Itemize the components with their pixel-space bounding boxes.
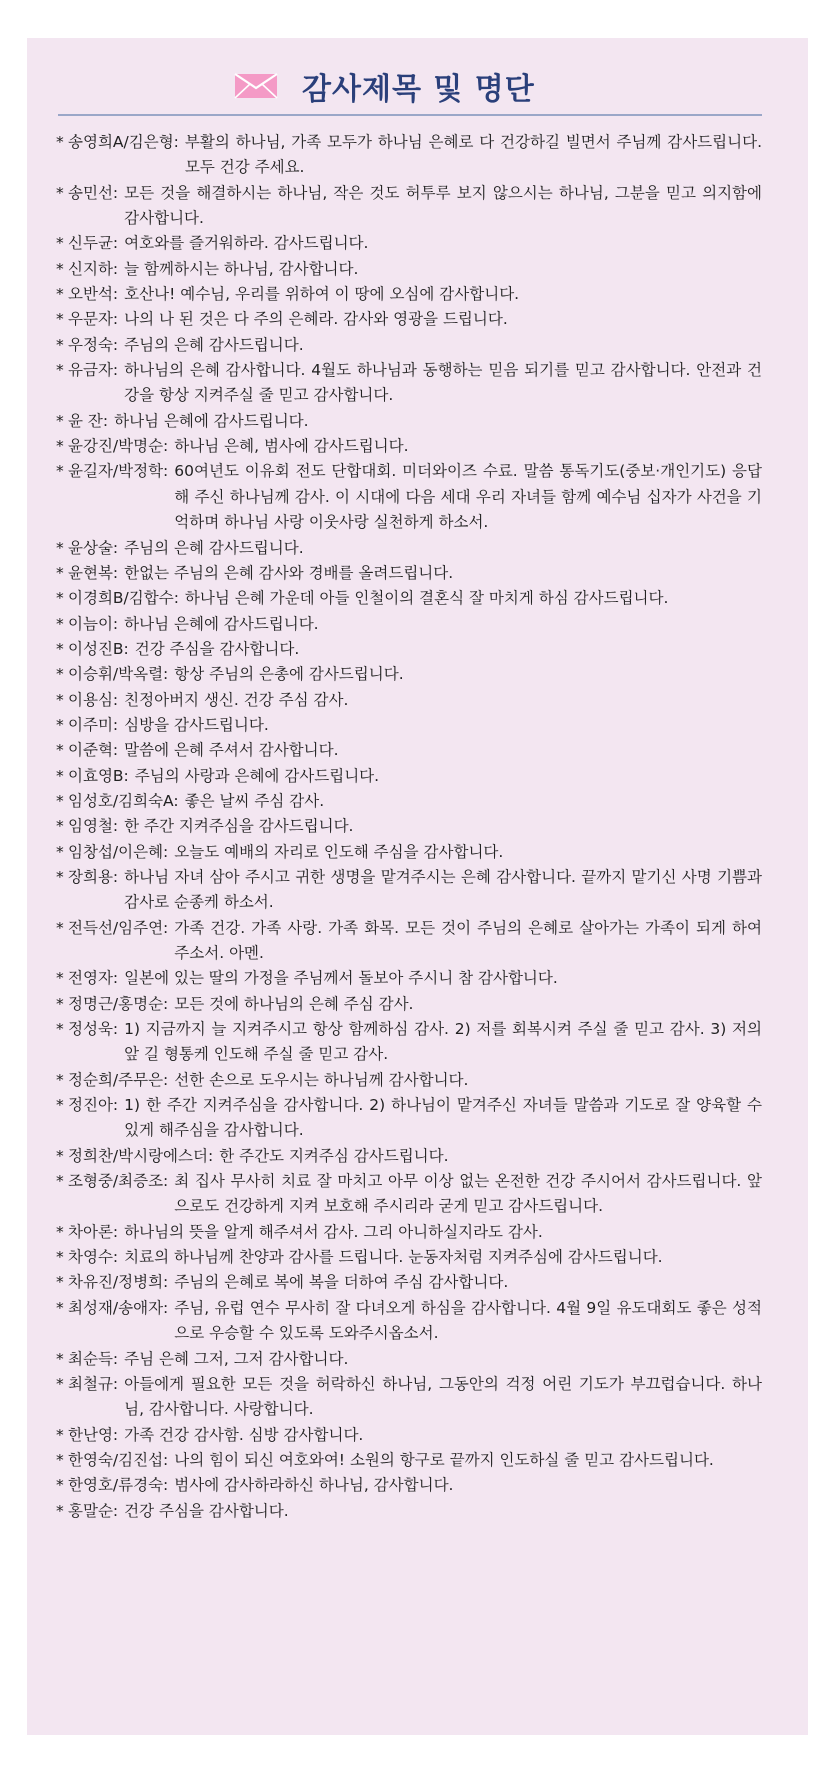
member-names: 한영호/류경숙: (68, 1476, 169, 1495)
thanks-message: 아들에게 필요한 모든 것을 허락하신 하나님, 그동안의 걱정 어린 기도가 부끄럽습니다. 하나님, 감사합니다. 사랑합니다. (124, 1374, 762, 1419)
bullet-marker: * (56, 310, 64, 329)
bullet-marker: * (56, 1450, 64, 1469)
thanks-message: 1) 한 주간 지켜주심을 감사합니다. 2) 하나님이 맡겨주신 자녀들 말씀과 기도로 잘 양육할 수 있게 해주심을 감사합니다. (124, 1096, 762, 1140)
bullet-marker: * (56, 563, 64, 582)
list-item (56, 307, 762, 332)
member-names: 이준혁: (68, 741, 119, 760)
thanks-message: 늘 함께하시는 하나님, 감사합니다. (124, 259, 359, 278)
list-item (56, 637, 762, 662)
bullet-marker: * (56, 361, 64, 380)
list-item (56, 865, 762, 916)
bullet-marker: * (56, 741, 64, 760)
thanks-message: 친정아버지 생신. 건강 주심 감사. (124, 690, 349, 709)
member-names: 최성재/송애자: (68, 1298, 169, 1317)
thanks-message: 주님의 은혜로 복에 복을 더하여 주심 감사합니다. (174, 1273, 509, 1292)
bullet-marker: * (56, 335, 64, 354)
member-names: 이경희B/김합수: (68, 589, 179, 608)
bullet-marker: * (56, 437, 64, 456)
member-names: 윤 잔: (68, 411, 109, 430)
list-item (56, 231, 762, 256)
thanks-message: 심방을 감사드립니다. (124, 715, 269, 734)
list-item (56, 688, 762, 713)
bullet-marker: * (56, 259, 64, 278)
thanks-message: 부활의 하나님, 가족 모두가 하나님 은혜로 다 건강하길 빌면서 주님께 감사드립니다. 모두 건강 주세요. (184, 133, 762, 177)
bullet-marker: * (56, 969, 64, 988)
list-item (56, 358, 762, 409)
thanks-message: 오늘도 예배의 자리로 인도해 주심을 감사합니다. (174, 842, 504, 861)
bullet-marker: * (56, 690, 64, 709)
bullet-marker: * (56, 918, 64, 937)
bullet-marker: * (56, 133, 64, 151)
envelope-icon (234, 72, 278, 100)
thanks-message: 좋은 날씨 주심 감사. (184, 791, 325, 810)
member-names: 차아론: (68, 1222, 119, 1241)
bullet-marker: * (56, 285, 64, 304)
bullet-marker: * (56, 867, 64, 886)
member-names: 이늠이: (68, 614, 119, 633)
bullet-marker: * (56, 994, 64, 1013)
bullet-marker: * (56, 234, 64, 253)
thanks-message: 1) 지금까지 늘 지켜주시고 항상 함께하심 감사. 2) 저를 회복시켜 주실 줄 믿고 감사. 3) 저의 앞 길 형통케 인도해 주실 줄 믿고 감사. (124, 1020, 762, 1064)
thanks-message: 하나님 은혜, 범사에 감사드립니다. (174, 437, 409, 456)
member-names: 정희찬/박시랑에스더: (68, 1146, 214, 1165)
bullet-marker: * (56, 1501, 64, 1520)
member-names: 정성욱: (68, 1020, 119, 1039)
bullet-marker: * (56, 1349, 64, 1368)
list-item (56, 713, 762, 738)
list-item (56, 662, 762, 687)
list-item (56, 434, 762, 459)
list-item (56, 1473, 762, 1498)
list-item (56, 257, 762, 282)
member-names: 이승휘/박옥렬: (68, 665, 169, 684)
list-item (56, 1423, 762, 1448)
thanks-message: 호산나! 예수님, 우리를 위하여 이 땅에 오심에 감사합니다. (124, 285, 520, 304)
list-item (56, 536, 762, 561)
bullet-marker: * (56, 1248, 64, 1267)
member-names: 송민선: (68, 183, 119, 202)
thanks-message: 말씀에 은혜 주셔서 감사합니다. (124, 741, 339, 760)
list-item (56, 738, 762, 763)
list-item (56, 789, 762, 814)
thanks-message: 나의 나 된 것은 다 주의 은혜라. 감사와 영광을 드립니다. (124, 310, 508, 329)
thanks-message: 한 주간도 지켜주심 감사드립니다. (219, 1146, 449, 1165)
thanks-message: 하나님 자녀 삼아 주시고 귀한 생명을 맡겨주시는 은혜 감사합니다. 끝까지 맡기신 사명 기쁨과 감사로 순종케 하소서. (124, 867, 762, 912)
member-names: 한난영: (68, 1425, 119, 1444)
list-item (56, 561, 762, 586)
thanks-message: 하나님의 은혜 감사합니다. 4월도 하나님과 동행하는 믿음 되기를 믿고 감사합니다. 안전과 건강을 항상 지켜주실 줄 믿고 감사합니다. (124, 361, 762, 405)
thanks-message: 하나님 은혜에 감사드립니다. (114, 411, 309, 430)
thanks-message: 하나님 은혜 가운데 아들 인철이의 결혼식 잘 마치게 하심 감사드립니다. (184, 589, 669, 608)
list-item (56, 1270, 762, 1295)
thanks-message: 주님의 사랑과 은혜에 감사드립니다. (134, 766, 380, 785)
list-item (56, 1144, 762, 1169)
member-names: 신두균: (68, 234, 119, 253)
bullet-marker: * (56, 1146, 64, 1165)
bullet-marker: * (56, 1273, 64, 1292)
list-item (56, 586, 762, 611)
thanks-message: 최 집사 무사히 치료 잘 마치고 아무 이상 없는 온전한 건강 주시어서 감사드립니다. 앞으로도 건강하게 지켜 보호해 주시리라 굳게 믿고 감사드립니다. (174, 1172, 762, 1216)
list-item (56, 1169, 762, 1220)
thanks-message: 가족 건강. 가족 사랑. 가족 화목. 모든 것이 주님의 은혜로 살아가는 가족이 되게 하여 주소서. 아멘. (174, 918, 762, 962)
list-item (56, 1220, 762, 1245)
thanks-message: 모든 것을 해결하시는 하나님, 작은 것도 허투루 보지 않으시는 하나님, 그분을 믿고 의지함에 감사합니다. (124, 183, 762, 228)
thanks-message: 일본에 있는 딸의 가정을 주님께서 돌보아 주시니 참 감사합니다. (124, 969, 558, 988)
list-item (56, 1017, 762, 1068)
member-names: 장희용: (68, 867, 119, 886)
thanks-message: 한 주간 지켜주심을 감사드립니다. (124, 817, 354, 836)
member-names: 홍말순: (68, 1501, 119, 1520)
list-item (56, 814, 762, 839)
thanks-message: 주님의 은혜 감사드립니다. (124, 538, 304, 557)
list-item (56, 840, 762, 865)
member-names: 윤상술: (68, 538, 119, 557)
thanks-message: 60여년도 이유회 전도 단합대회. 미더와이즈 수료. 말씀 통독기도(중보·개인기도) 응답해 주신 하나님께 감사. 이 시대에 다음 세대 우리 자녀들 함께 예수님 십자가 사건을 기억하며 하나님 사랑 이웃사랑 실천하게 하소서. (174, 462, 762, 532)
thanks-message: 주님, 유럽 연수 무사히 잘 다녀오게 하심을 감사합니다. 4월 9일 유도대회도 좋은 성적으로 우승할 수 있도록 도와주시옵소서. (174, 1298, 762, 1343)
bullet-marker: * (56, 1425, 64, 1444)
member-names: 이용심: (68, 690, 119, 709)
member-names: 윤길자/박정학: (68, 462, 169, 481)
bullet-marker: * (56, 589, 64, 608)
list-item (56, 1245, 762, 1270)
thanks-message: 건강 주심을 감사합니다. (124, 1501, 289, 1520)
list-item (56, 282, 762, 307)
bullet-marker: * (56, 842, 64, 861)
bullet-marker: * (56, 766, 64, 785)
list-item (56, 333, 762, 358)
member-names: 정순희/주무은: (68, 1070, 169, 1089)
bullet-marker: * (56, 1020, 64, 1039)
list-item (56, 992, 762, 1017)
list-item (56, 459, 762, 535)
member-names: 이효영B: (68, 766, 129, 785)
bullet-marker: * (56, 1374, 64, 1393)
member-names: 전영자: (68, 969, 119, 988)
member-names: 최철규: (68, 1374, 119, 1393)
thanks-message: 주님의 은혜 감사드립니다. (124, 335, 304, 354)
bullet-marker: * (56, 715, 64, 734)
bullet-marker: * (56, 817, 64, 836)
member-names: 오반석: (68, 285, 119, 304)
list-item (56, 181, 762, 232)
section-header (234, 64, 535, 108)
thanks-message: 건강 주심을 감사합니다. (134, 639, 300, 658)
member-names: 전득선/임주연: (68, 918, 169, 937)
member-names: 조형중/최증조: (68, 1172, 169, 1191)
thanks-message: 모든 것에 하나님의 은혜 주심 감사. (174, 994, 414, 1013)
thanks-message: 범사에 감사하라하신 하나님, 감사합니다. (174, 1476, 454, 1495)
member-names: 송영희A/김은형: (68, 133, 179, 151)
list-item (56, 916, 762, 967)
member-names: 우정숙: (68, 335, 119, 354)
member-names: 정명근/홍명순: (68, 994, 169, 1013)
bullet-marker: * (56, 411, 64, 430)
bullet-marker: * (56, 614, 64, 633)
member-names: 정진아: (68, 1096, 119, 1115)
list-item (56, 1372, 762, 1423)
thanks-message: 하나님 은혜에 감사드립니다. (124, 614, 319, 633)
bullet-marker: * (56, 1476, 64, 1495)
bullet-marker: * (56, 1172, 64, 1191)
thanks-message: 한없는 주님의 은혜 감사와 경배를 올려드립니다. (124, 563, 454, 582)
thanks-message: 가족 건강 감사함. 심방 감사합니다. (124, 1425, 364, 1444)
member-names: 한영숙/김진섭: (68, 1450, 169, 1469)
list-item (56, 1296, 762, 1347)
list-item (56, 764, 762, 789)
list-item (56, 409, 762, 434)
bullet-marker: * (56, 1298, 64, 1317)
member-names: 이성진B: (68, 639, 129, 658)
bullet-marker: * (56, 791, 64, 810)
list-item (56, 1499, 762, 1524)
thanks-message: 하나님의 뜻을 알게 해주셔서 감사. 그리 아니하실지라도 감사. (124, 1222, 543, 1241)
bullet-marker: * (56, 1096, 64, 1115)
thanksgiving-list (56, 130, 762, 1524)
bullet-marker: * (56, 462, 64, 481)
bullet-marker: * (56, 1222, 64, 1241)
member-names: 차유진/정병희: (68, 1273, 169, 1292)
list-item (56, 1347, 762, 1372)
list-item (56, 966, 762, 991)
list-item (56, 1068, 762, 1093)
member-names: 최순득: (68, 1349, 119, 1368)
bullet-marker: * (56, 183, 64, 202)
bullet-marker: * (56, 639, 64, 658)
page-title: 감사제목 및 명단 (302, 72, 535, 107)
member-names: 윤현복: (68, 563, 119, 582)
list-item (56, 612, 762, 637)
member-names: 우문자: (68, 310, 119, 329)
bullet-marker: * (56, 665, 64, 684)
thanks-message: 나의 힘이 되신 여호와여! 소원의 항구로 끝까지 인도하실 줄 믿고 감사드립니다. (174, 1450, 714, 1469)
member-names: 이주미: (68, 715, 119, 734)
member-names: 임영철: (68, 817, 119, 836)
list-item (56, 130, 762, 181)
thanks-message: 선한 손으로 도우시는 하나님께 감사합니다. (174, 1070, 469, 1089)
list-item (56, 1093, 762, 1144)
thanks-message: 주님 은혜 그저, 그저 감사합니다. (124, 1349, 349, 1368)
bullet-marker: * (56, 538, 64, 557)
member-names: 유금자: (68, 361, 119, 380)
member-names: 윤강진/박명순: (68, 437, 169, 456)
member-names: 임성호/김희숙A: (68, 791, 179, 810)
list-item (56, 1448, 762, 1473)
member-names: 임창섭/이은혜: (68, 842, 169, 861)
thanks-message: 여호와를 즐거워하라. 감사드립니다. (124, 234, 369, 253)
thanks-message: 치료의 하나님께 찬양과 감사를 드립니다. 눈동자처럼 지켜주심에 감사드립니다. (124, 1248, 663, 1267)
title-divider (58, 114, 762, 116)
member-names: 신지하: (68, 259, 119, 278)
bullet-marker: * (56, 1070, 64, 1089)
member-names: 차영수: (68, 1248, 119, 1267)
thanks-message: 항상 주님의 은총에 감사드립니다. (174, 665, 404, 684)
